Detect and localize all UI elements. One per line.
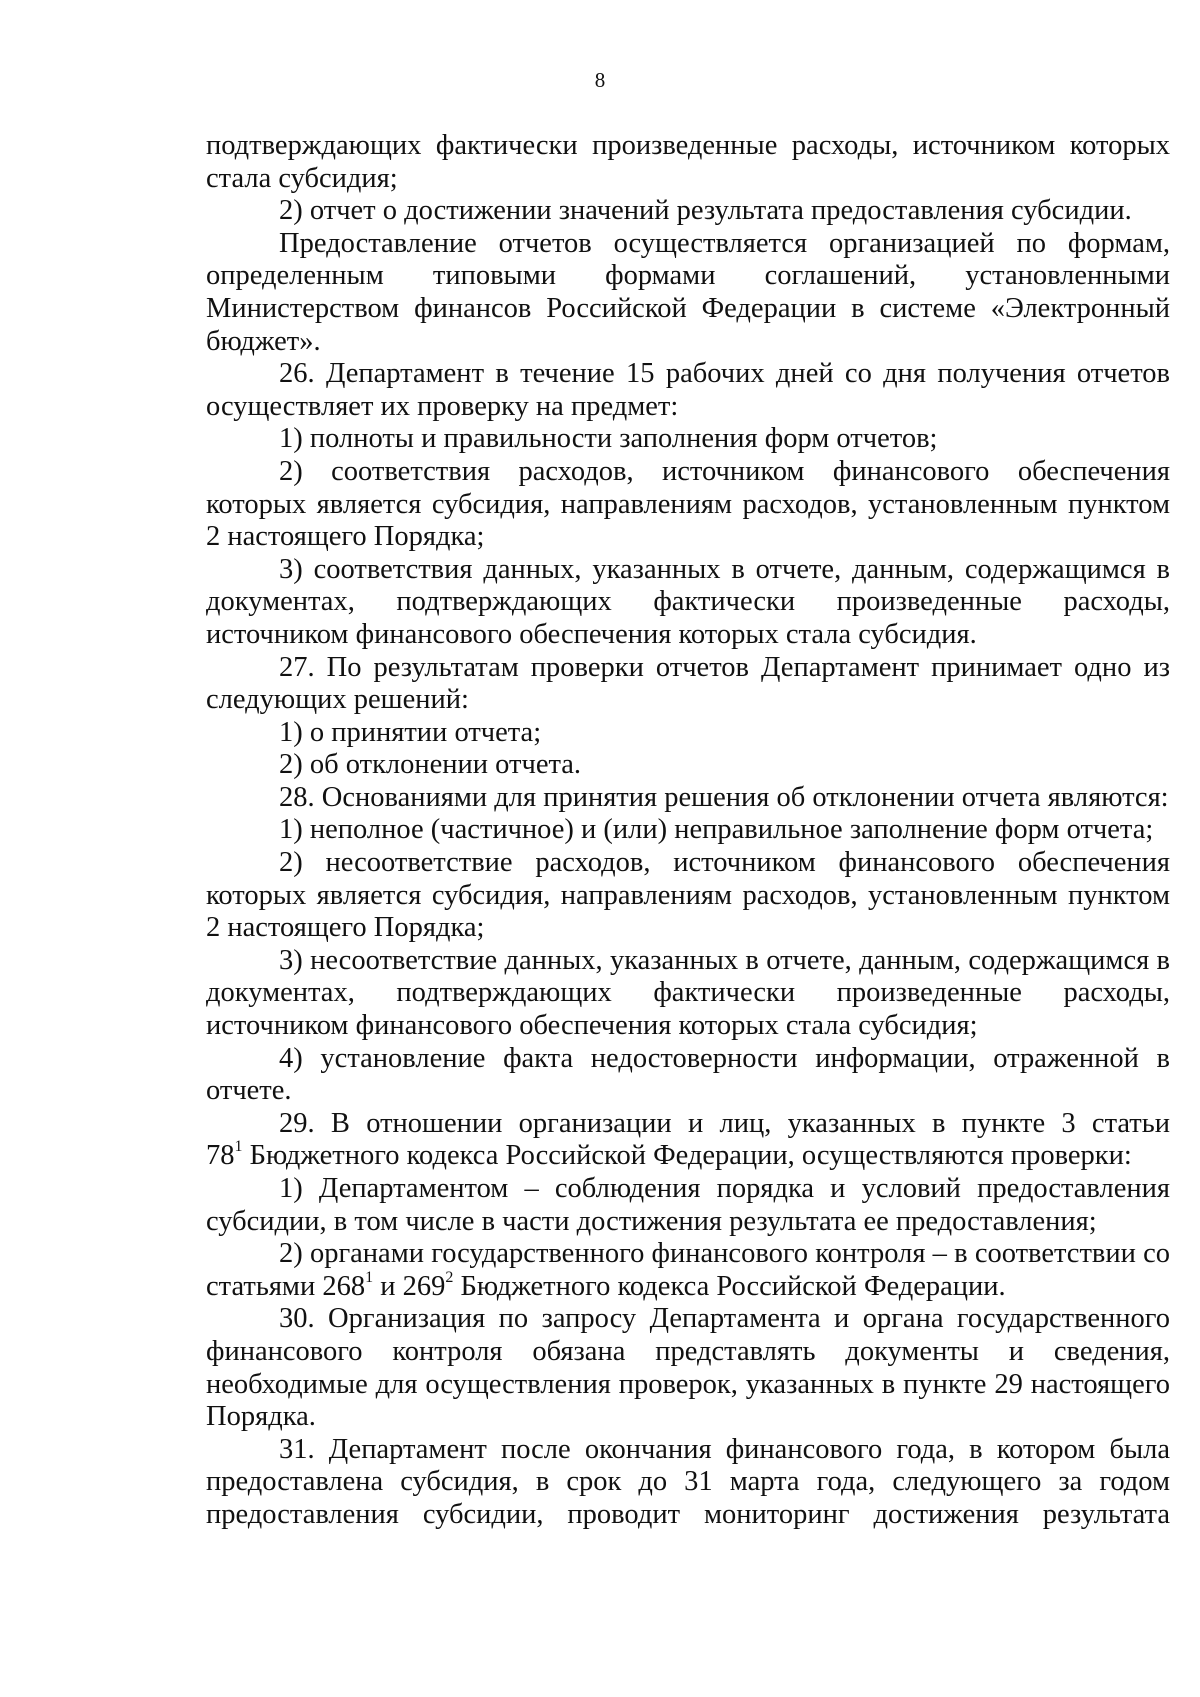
paragraph-29-article-number: 78: [206, 1140, 235, 1172]
paragraph-31: 31. Департамент после окончания финансового года, в котором была предоставлена субсидия, в срок до 31 марта года, следующего за годом предоставления субсидии, проводит мониторинг достижения результата: [206, 1433, 1170, 1530]
paragraph-26-item-1: 1) полноты и правильности заполнения форм отчетов;: [279, 423, 938, 455]
paragraph-29-item-2-superscript-1: 1: [365, 1268, 374, 1286]
paragraph-29-item-2: [206, 1238, 1170, 1303]
paragraph-27-item-2: 2) об отклонении отчета.: [279, 749, 582, 781]
paragraph-27-item-1: 1) о принятии отчета;: [279, 716, 542, 748]
paragraph-item-report-achievement: 2) отчет о достижении значений результата предоставления субсидии.: [279, 195, 1132, 227]
paragraph-26: 26. Департамент в течение 15 рабочих дней со дня получения отчетов осуществляет их проверку на предмет:: [206, 358, 1170, 422]
paragraph-reports-submission: Предоставление отчетов осуществляется организацией по формам, определенным типовыми формами соглашений, установленными Министерством финансов Российской Федерации в системе «Электронный бюджет».: [206, 227, 1170, 357]
paragraph-29-item-2-end: Бюджетного кодекса Российской Федерации.: [453, 1270, 1006, 1302]
paragraph-29-item-1: 1) Департаментом – соблюдения порядка и условий предоставления субсидии, в том числе в части достижения результата ее предоставления;: [206, 1173, 1170, 1237]
paragraph-28-item-1: 1) неполное (частичное) и (или) неправильное заполнение форм отчета;: [279, 814, 1154, 846]
paragraph-29-line-1: 29. В отношении организации и лиц, указанных в пункте 3 статьи: [279, 1107, 1170, 1139]
paragraph-28-item-4: 4) установление факта недостоверности информации, отраженной в отчете.: [206, 1042, 1170, 1107]
paragraph-29-item-2-mid: и 269: [373, 1270, 446, 1302]
paragraph-29-line-2-text: Бюджетного кодекса Российской Федерации, осуществляются проверки:: [242, 1140, 1132, 1172]
paragraph-28: 28. Основаниями для принятия решения об отклонении отчета являются:: [279, 781, 1169, 813]
paragraph-28-item-3: 3) несоответствие данных, указанных в отчете, данным, содержащимся в документах, подтверждающих фактически произведенные расходы, источником финансового обеспечения которых стала субсидия;: [206, 944, 1170, 1042]
paragraph-28-item-2: 2) несоответствие расходов, источником финансового обеспечения которых является субсидия, направлениям расходов, установленным пунктом 2 настоящего Порядка;: [206, 847, 1170, 944]
paragraph-continuation: подтверждающих фактически произведенные расходы, источником которых стала субсидия;: [206, 130, 1170, 194]
paragraph-26-item-2: 2) соответствия расходов, источником финансового обеспечения которых является субсидия, направлениям расходов, установленным пунктом 2 настоящего Порядка;: [206, 455, 1170, 553]
page-number: 8: [594, 68, 606, 92]
paragraph-29-item-2-start: 2) органами государственного финансового контроля – в соответствии со статьями 268: [206, 1238, 1170, 1302]
paragraph-29-line-2: [206, 1140, 1170, 1173]
paragraph-29-article-superscript: 1: [234, 1138, 243, 1156]
paragraph-29-item-2-superscript-2: 2: [445, 1268, 454, 1286]
paragraph-26-item-3: 3) соответствия данных, указанных в отчете, данным, содержащимся в документах, подтверждающих фактически произведенные расходы, источником финансового обеспечения которых стала субсидия.: [206, 553, 1170, 650]
paragraph-30: 30. Организация по запросу Департамента и органа государственного финансового контроля обязана представлять документы и сведения, необходимые для осуществления проверок, указанных в пункте 29 настоящего Порядка.: [206, 1303, 1170, 1433]
document-body: [206, 130, 1170, 1532]
paragraph-27: 27. По результатам проверки отчетов Департамент принимает одно из следующих решений:: [206, 651, 1170, 716]
